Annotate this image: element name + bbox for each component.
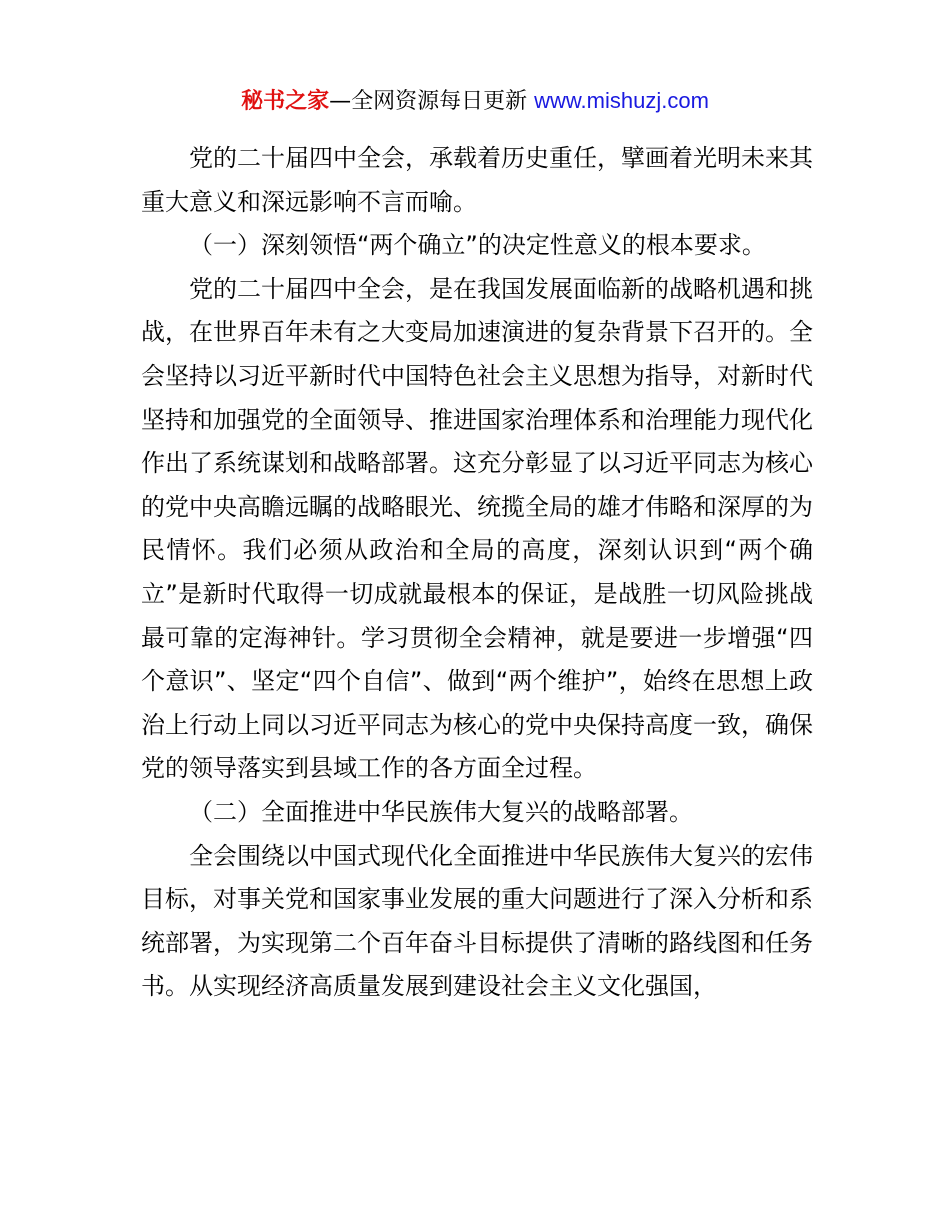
document-body	[141, 137, 813, 1009]
site-url-link[interactable]: www.mishuzj.com	[534, 88, 709, 113]
site-name: 秘书之家	[241, 89, 330, 114]
paragraph-section-1: 党的二十届四中全会，是在我国发展面临新的战略机遇和挑战，在世界百年未有之大变局加速演进的复杂背景下召开的。全会坚持以习近平新时代中国特色社会主义思想为指导，对新时代坚持和加强党的全面领导、推进国家治理体系和治理能力现代化作出了系统谋划和战略部署。这充分彰显了以习近平同志为核心的党中央高瞻远瞩的战略眼光、统揽全局的雄才伟略和深厚的为民情怀。我们必须从政治和全局的高度，深刻认识到“两个确立”是新时代取得一切成就最根本的保证，是战胜一切风险挑战最可靠的定海神针。学习贯彻全会精神，就是要进一步增强“四个意识”、坚定“四个自信”、做到“两个维护”，始终在思想上政治上行动上同以习近平同志为核心的党中央保持高度一致，确保党的领导落实到县域工作的各方面全过程。	[141, 274, 813, 783]
section-heading-2: （二）全面推进中华民族伟大复兴的战略部署。	[189, 797, 693, 826]
section-heading-1: （一）深刻领悟“两个确立”的决定性意义的根本要求。	[189, 231, 766, 260]
paragraph-intro: 党的二十届四中全会，承载着历史重任，擘画着光明未来其重大意义和深远影响不言而喻。	[141, 144, 813, 216]
document-header	[0, 84, 950, 119]
header-slogan: —全网资源每日更新	[329, 89, 535, 114]
paragraph-section-2: 全会围绕以中国式现代化全面推进中华民族伟大复兴的宏伟目标，对事关党和国家事业发展的重大问题进行了深入分析和系统部署，为实现第二个百年奋斗目标提供了清晰的路线图和任务书。从实现经济高质量发展到建设社会主义文化强国，	[141, 841, 813, 1001]
